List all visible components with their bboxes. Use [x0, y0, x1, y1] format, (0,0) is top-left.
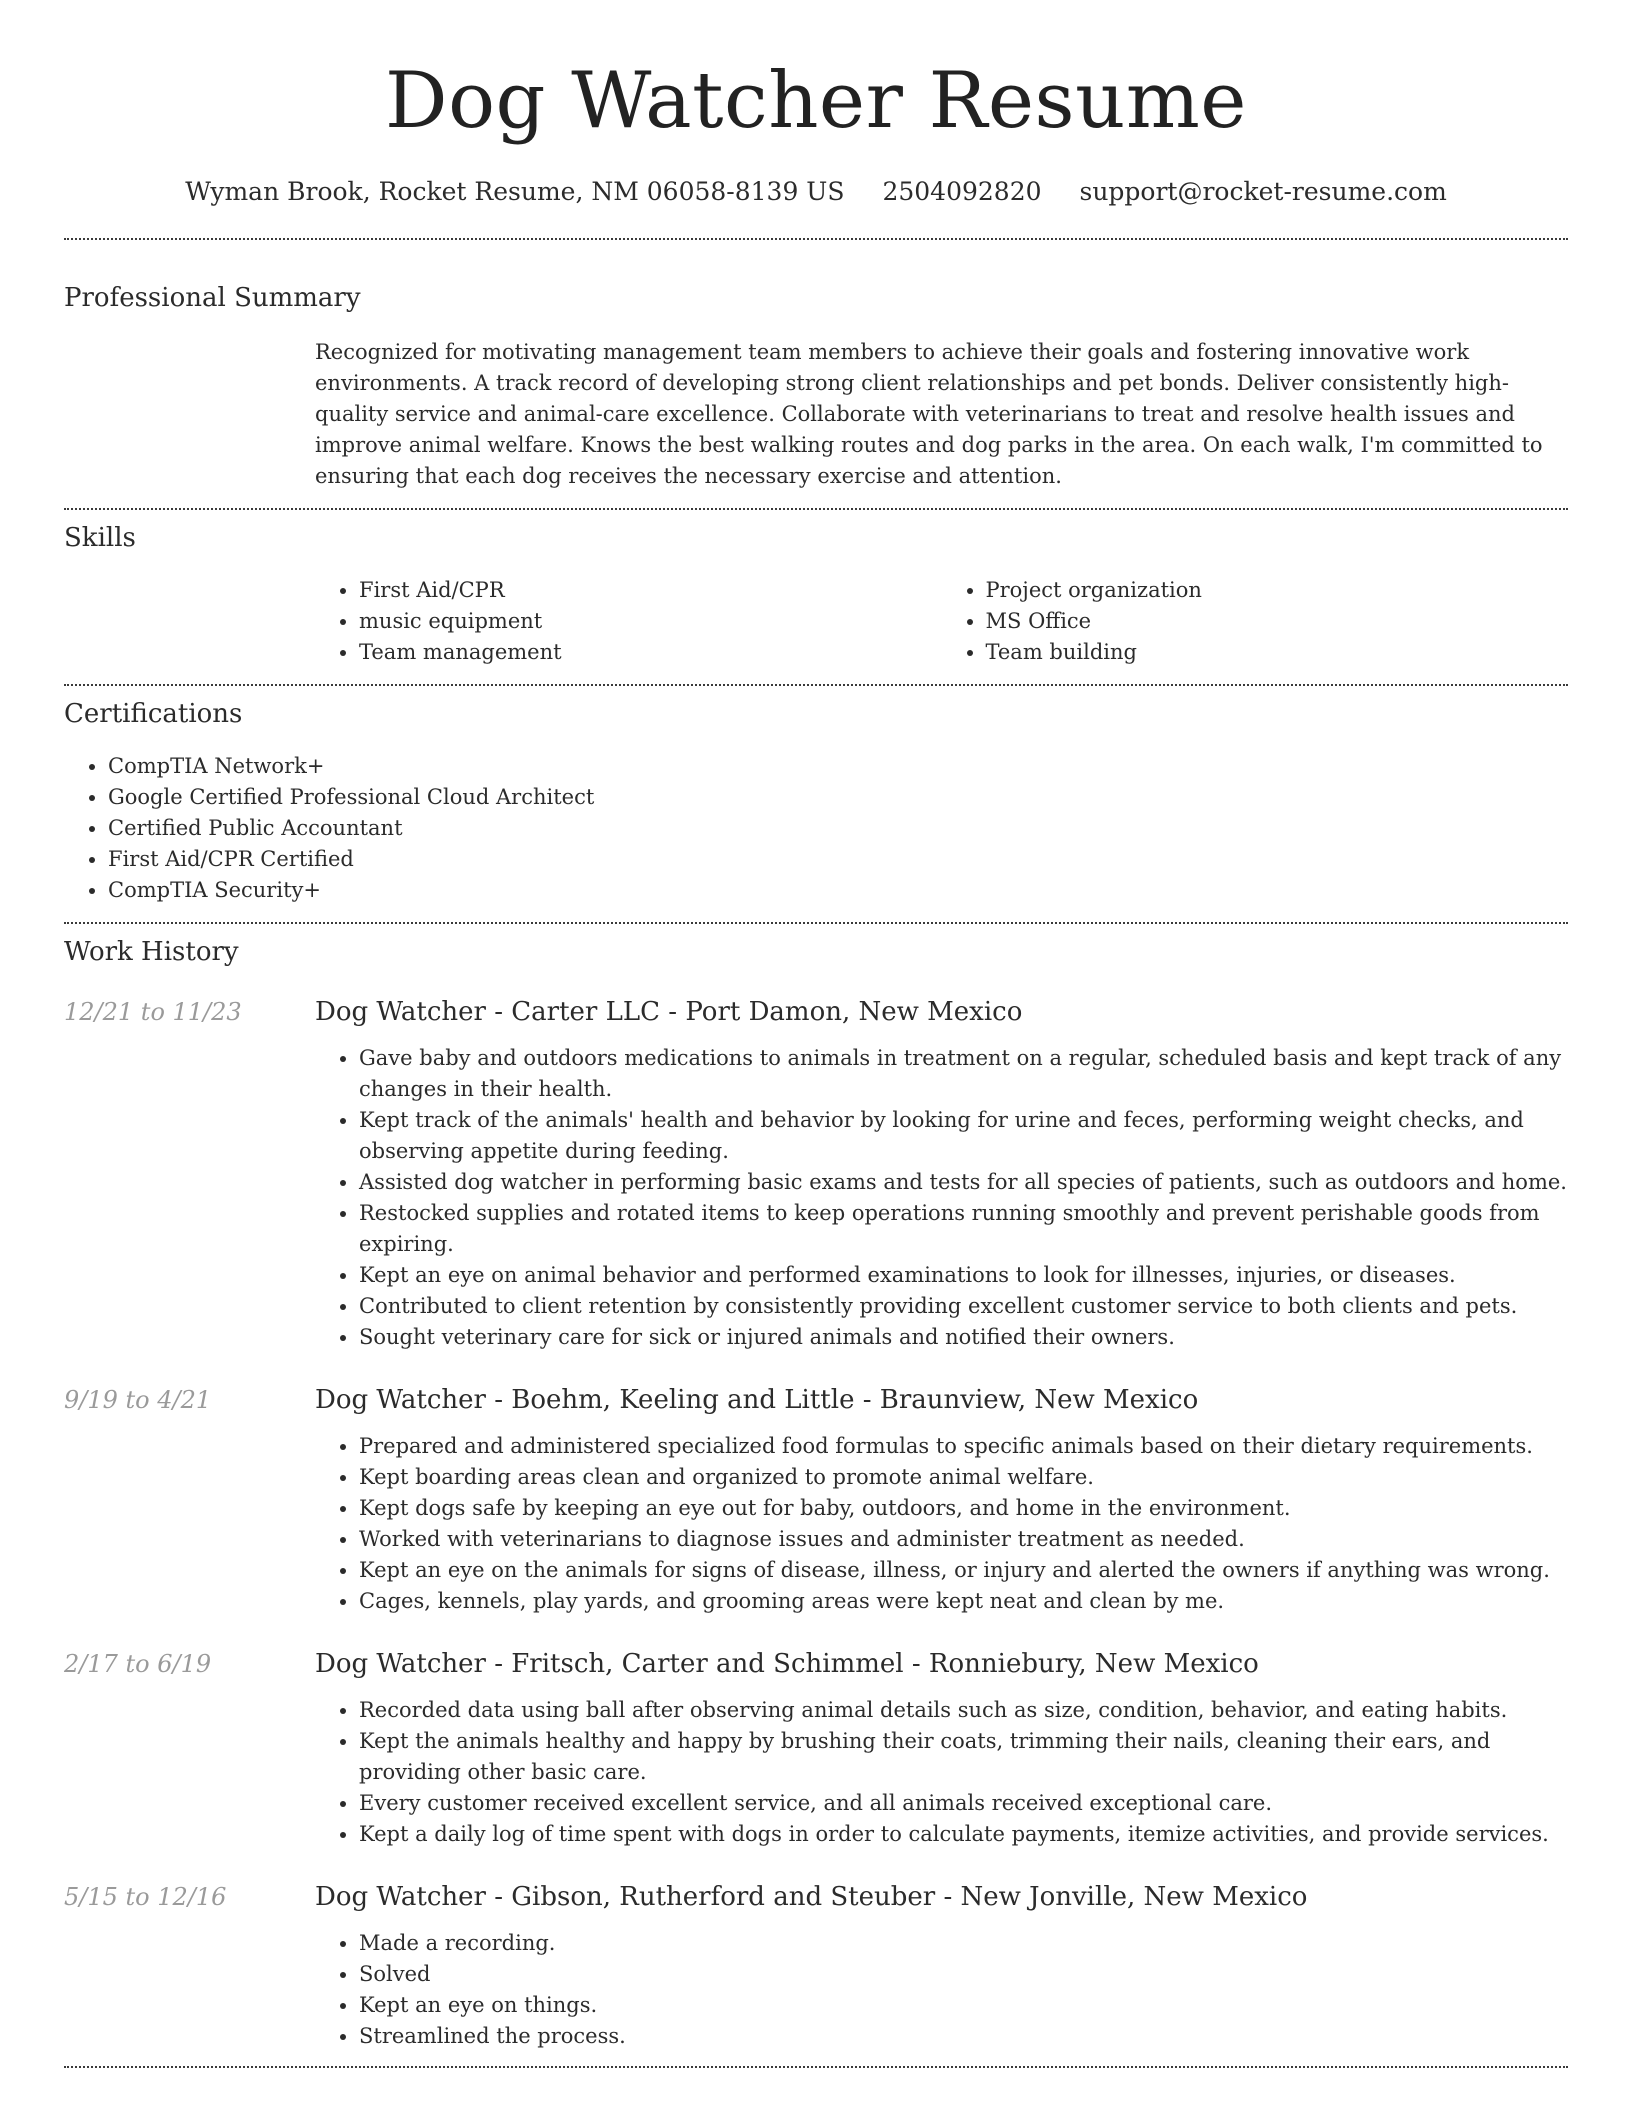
- skills-grid: [315, 575, 1568, 668]
- job-entry: [64, 1880, 1568, 2052]
- job-dates: 2/17 to 6/19: [64, 1650, 212, 1678]
- list-item: • Contributed to client retention by consistently providing excellent customer service to both clients and pets.: [359, 1291, 1568, 1322]
- list-item: • CompTIA Network+: [108, 751, 1568, 782]
- skills-list-left: [315, 575, 942, 668]
- job-bullets: [315, 1695, 1568, 1850]
- list-item: • Assisted dog watcher in performing basic exams and tests for all species of patients, such as outdoors and home.: [359, 1167, 1568, 1198]
- divider: [64, 238, 1568, 240]
- list-item: • Restocked supplies and rotated items to keep operations running smoothly and prevent perishable goods from expiring.: [359, 1198, 1568, 1260]
- job-bullets: [315, 1928, 1568, 2052]
- list-item: • Google Certified Professional Cloud Architect: [108, 782, 1568, 813]
- professional-summary-section: [64, 281, 1568, 492]
- divider: [64, 2066, 1568, 2068]
- certifications-section: [64, 697, 1568, 906]
- section-heading: Work History: [64, 937, 239, 967]
- list-item: • Project organization: [986, 575, 1569, 606]
- job-details: [315, 995, 1568, 1353]
- section-heading: Certifications: [64, 699, 243, 729]
- list-item: • First Aid/CPR Certified: [108, 844, 1568, 875]
- list-item: • Kept boarding areas clean and organized to promote animal welfare.: [359, 1462, 1568, 1493]
- job-details: [315, 1647, 1568, 1850]
- list-item: • MS Office: [986, 606, 1569, 637]
- list-item: • Kept dogs safe by keeping an eye out for baby, outdoors, and home in the environment.: [359, 1493, 1568, 1524]
- list-item: • Every customer received excellent service, and all animals received exceptional care.: [359, 1788, 1568, 1819]
- list-item: • Gave baby and outdoors medications to animals in treatment on a regular, scheduled basis and kept track of any changes in their health.: [359, 1043, 1568, 1105]
- summary-text: Recognized for motivating management team members to achieve their goals and fostering innovative work environments. A track record of developing strong client relationships and pet bonds. Deliver consistently high-quality service and animal-care excellence. Collaborate with veterinarians to treat and resolve health issues and improve animal welfare. Knows the best walking routes and dog parks in the area. On each walk, I'm committed to ensuring that each dog receives the necessary exercise and attention.: [315, 340, 1543, 488]
- list-item: • Cages, kennels, play yards, and grooming areas were kept neat and clean by me.: [359, 1586, 1568, 1617]
- job-title: Dog Watcher - Fritsch, Carter and Schimmel - Ronniebury, New Mexico: [315, 1649, 1259, 1679]
- skills-list-right: [942, 575, 1569, 668]
- job-dates: 9/19 to 4/21: [64, 1386, 212, 1414]
- job-title: Dog Watcher - Carter LLC - Port Damon, New Mexico: [315, 997, 1023, 1027]
- list-item: • Recorded data using ball after observing animal details such as size, condition, behavior, and eating habits.: [359, 1695, 1568, 1726]
- list-item: • Kept an eye on things.: [359, 1990, 1568, 2021]
- contact-line: [64, 176, 1568, 208]
- list-item: • Certified Public Accountant: [108, 813, 1568, 844]
- job-dates: 5/15 to 12/16: [64, 1883, 227, 1911]
- section-heading: Skills: [64, 523, 136, 553]
- list-item: • music equipment: [359, 606, 942, 637]
- job-entry: [64, 995, 1568, 1353]
- job-entry: [64, 1647, 1568, 1850]
- list-item: • Worked with veterinarians to diagnose issues and administer treatment as needed.: [359, 1524, 1568, 1555]
- job-title: Dog Watcher - Gibson, Rutherford and Steuber - New Jonville, New Mexico: [315, 1882, 1308, 1912]
- list-item: • Kept track of the animals' health and behavior by looking for urine and feces, performing weight checks, and observing appetite during feeding.: [359, 1105, 1568, 1167]
- list-item: • Kept an eye on the animals for signs of disease, illness, or injury and alerted the owners if anything was wrong.: [359, 1555, 1568, 1586]
- list-item: • CompTIA Security+: [108, 875, 1568, 906]
- certifications-list: [64, 751, 1568, 906]
- contact-address: Wyman Brook, Rocket Resume, NM 06058-8139 US: [185, 177, 845, 206]
- list-item: • Made a recording.: [359, 1928, 1568, 1959]
- list-item: • Streamlined the process.: [359, 2021, 1568, 2052]
- list-item: • Team management: [359, 637, 942, 668]
- skills-section: [64, 521, 1568, 668]
- contact-email[interactable]: support@rocket-resume.com: [1079, 177, 1447, 206]
- work-history-section: [64, 935, 1568, 2052]
- job-entry: [64, 1383, 1568, 1617]
- job-details: [315, 1383, 1568, 1617]
- list-item: • First Aid/CPR: [359, 575, 942, 606]
- job-bullets: [315, 1431, 1568, 1617]
- divider: [64, 508, 1568, 510]
- job-dates: 12/21 to 11/23: [64, 998, 242, 1026]
- list-item: • Sought veterinary care for sick or injured animals and notified their owners.: [359, 1322, 1568, 1353]
- job-bullets: [315, 1043, 1568, 1353]
- divider: [64, 684, 1568, 686]
- list-item: • Kept the animals healthy and happy by brushing their coats, trimming their nails, cleaning their ears, and providing other basic care.: [359, 1726, 1568, 1788]
- section-heading: Professional Summary: [64, 283, 361, 313]
- page-title: Dog Watcher Resume: [385, 56, 1247, 146]
- job-details: [315, 1880, 1568, 2052]
- list-item: • Kept an eye on animal behavior and performed examinations to look for illnesses, injuries, or diseases.: [359, 1260, 1568, 1291]
- list-item: • Team building: [986, 637, 1569, 668]
- job-title: Dog Watcher - Boehm, Keeling and Little - Braunview, New Mexico: [315, 1385, 1199, 1415]
- list-item: • Solved: [359, 1959, 1568, 1990]
- contact-phone: 2504092820: [882, 177, 1042, 206]
- list-item: • Prepared and administered specialized food formulas to specific animals based on their dietary requirements.: [359, 1431, 1568, 1462]
- list-item: • Kept a daily log of time spent with dogs in order to calculate payments, itemize activities, and provide services.: [359, 1819, 1568, 1850]
- divider: [64, 922, 1568, 924]
